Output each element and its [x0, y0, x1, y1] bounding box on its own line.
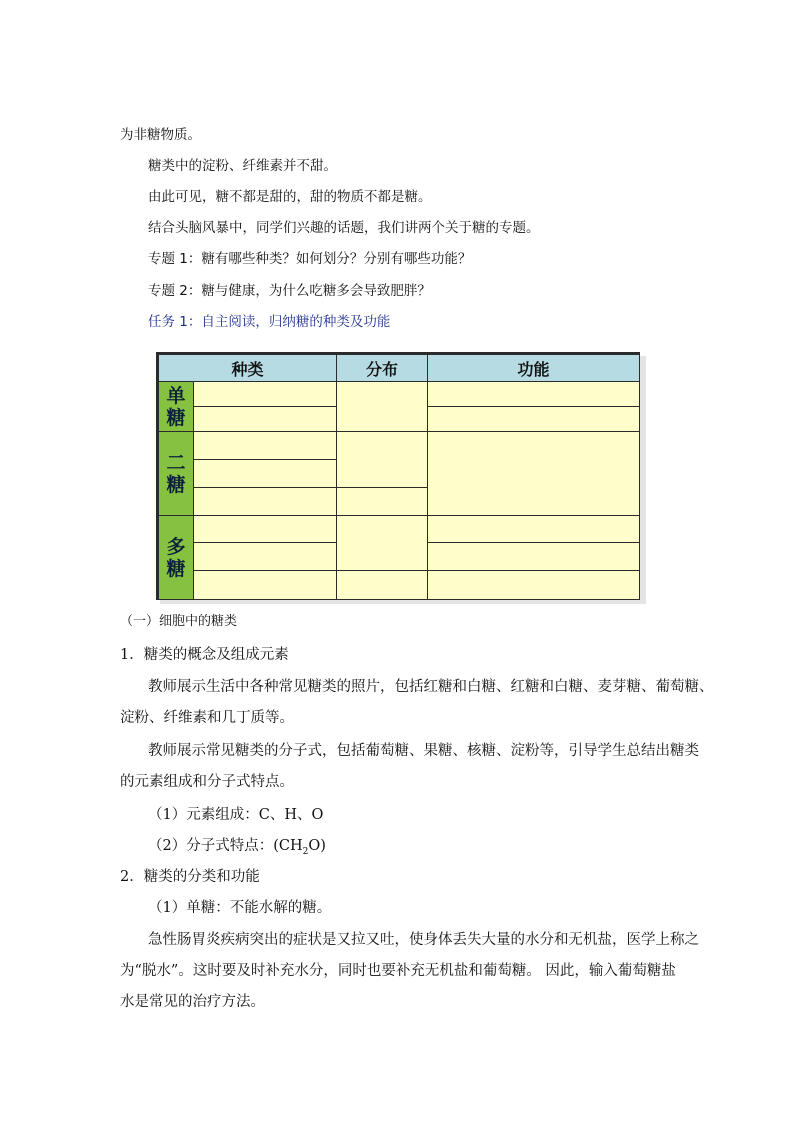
intro-line-3: 由此可见，糖不都是甜的，甜的物质不都是糖。: [148, 189, 432, 205]
table-cell: [427, 431, 640, 516]
table-cell: [427, 570, 640, 600]
table-cell: [193, 381, 337, 407]
group-label-bottom: 糖: [166, 406, 186, 429]
formula-prefix: （2）分子式特点：(CH: [148, 838, 303, 854]
group-label-top: 多: [166, 535, 186, 558]
intro-line-2: 糖类中的淀粉、纤维素并不甜。: [148, 158, 337, 174]
table-cell: [336, 515, 428, 571]
table-cell: [427, 542, 640, 571]
table-cell: [193, 515, 337, 543]
intro-line-1: 为非糖物质。: [120, 127, 201, 143]
topic-2: 专题 2：糖与健康，为什么吃糖多会导致肥胖？: [148, 283, 431, 299]
group-label-monosaccharide: [158, 381, 194, 432]
monosaccharide-definition: （1）单糖：不能水解的糖。: [148, 900, 332, 916]
paragraph-1-line-2: 淀粉、纤维素和几丁质等。: [120, 710, 294, 726]
table-cell: [336, 487, 428, 516]
paragraph-2-line-2: 的元素组成和分子式特点。: [120, 774, 294, 790]
group-label-top: 二: [166, 451, 186, 474]
sugar-classification-table: [156, 352, 640, 600]
subheading-1: 1．糖类的概念及组成元素: [120, 647, 289, 663]
element-composition: （1）元素组成：C、H、O: [148, 807, 324, 823]
table-cell: [427, 515, 640, 543]
table-shadow-right: [640, 356, 646, 602]
formula-subscript: 2: [302, 846, 309, 857]
group-label-top: 单: [166, 384, 186, 407]
table-cell: [193, 542, 337, 571]
table-shadow-bottom: [160, 600, 646, 604]
table-cell: [193, 431, 337, 460]
table-cell: [336, 381, 428, 432]
table-cell: [336, 570, 428, 600]
header-distribution: 分布: [336, 354, 428, 382]
task-1: 任务 1：自主阅读，归纳糖的种类及功能: [148, 314, 391, 330]
header-type: 种类: [158, 354, 337, 382]
table-cell: [427, 381, 640, 407]
subheading-2: 2．糖类的分类和功能: [120, 869, 260, 885]
table-cell: [193, 406, 337, 432]
table-cell: [193, 487, 337, 516]
group-label-bottom: 糖: [166, 557, 186, 580]
group-label-disaccharide: [158, 431, 194, 516]
group-label-polysaccharide: [158, 515, 194, 600]
table-cell: [193, 570, 337, 600]
header-function: 功能: [427, 354, 640, 382]
table-cell: [193, 459, 337, 488]
intro-line-4: 结合头脑风暴中，同学们兴趣的话题，我们讲两个关于糖的专题。: [148, 220, 540, 236]
paragraph-3-line-1: 急性肠胃炎疾病突出的症状是又拉又吐，使身体丢失大量的水分和无机盐，医学上称之: [148, 932, 699, 948]
formula-suffix: O): [308, 838, 326, 854]
topic-1: 专题 1：糖有哪些种类？如何划分？分别有哪些功能？: [148, 251, 472, 267]
section-heading: （一）细胞中的糖类: [120, 614, 238, 629]
table-cell: [427, 406, 640, 432]
paragraph-2-line-1: 教师展示常见糖类的分子式，包括葡萄糖、果糖、核糖、淀粉等，引导学生总结出糖类: [148, 743, 699, 759]
paragraph-3-line-2: 为“脱水”。这时要及时补充水分，同时也要补充无机盐和葡萄糖。 因此，输入葡萄糖盐: [120, 963, 676, 979]
table-cell: [336, 431, 428, 488]
paragraph-1-line-1: 教师展示生活中各种常见糖类的照片，包括红糖和白糖、红糖和白糖、麦芽糖、葡萄糖、: [148, 679, 714, 695]
formula-feature: [148, 837, 326, 861]
group-label-bottom: 糖: [166, 473, 186, 496]
paragraph-3-line-3: 水是常见的治疗方法。: [120, 994, 265, 1010]
